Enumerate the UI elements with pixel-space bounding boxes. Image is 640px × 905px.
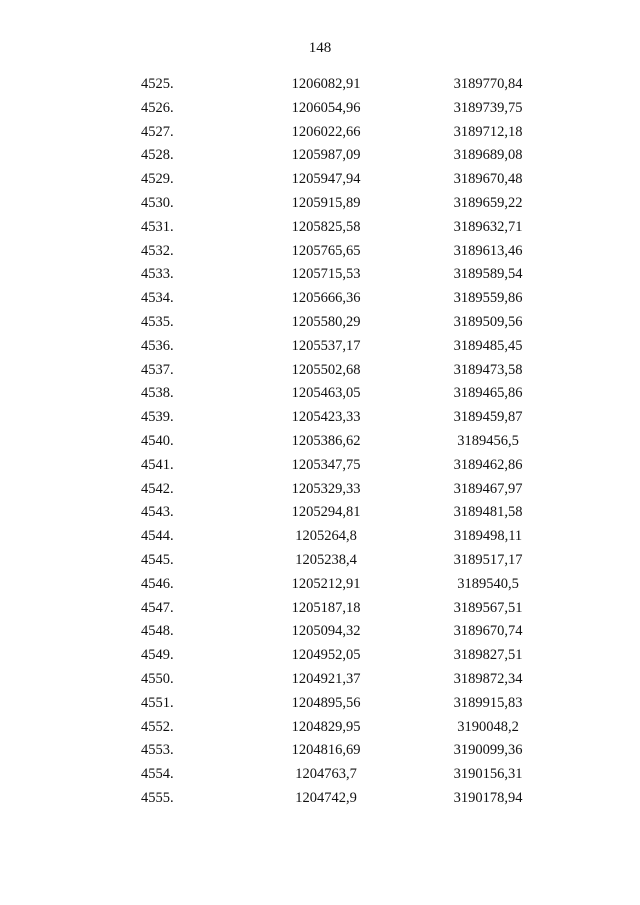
coordinate-x: 1205423,33: [291, 409, 361, 426]
point-number: 4529.: [141, 171, 174, 188]
table-row: [0, 597, 640, 621]
coordinate-x: 1204895,56: [291, 694, 361, 711]
coordinate-y: 3189659,22: [453, 194, 523, 211]
coordinate-y: 3189915,83: [453, 694, 523, 711]
point-number: 4553.: [141, 742, 174, 759]
point-number: 4547.: [141, 599, 174, 616]
table-row: [0, 73, 640, 97]
point-number: 4528.: [141, 147, 174, 164]
coordinate-x: 1206022,66: [291, 123, 361, 140]
point-number: 4533.: [141, 266, 174, 283]
coordinate-x: 1206054,96: [291, 99, 361, 116]
table-row: [0, 168, 640, 192]
coordinate-y: 3189689,08: [453, 147, 523, 164]
point-number: 4525.: [141, 76, 174, 92]
table-row: [0, 192, 640, 216]
table-row: [0, 359, 640, 383]
coordinate-x: 1205666,36: [291, 290, 361, 307]
point-number: 4527.: [141, 123, 174, 140]
table-row: [0, 263, 640, 287]
coordinate-x: 1205238,4: [295, 551, 357, 568]
coordinates-table: [0, 73, 640, 811]
page-number: 148: [308, 40, 332, 56]
coordinate-y: 3189485,45: [453, 337, 523, 354]
coordinate-y: 3190178,94: [453, 789, 523, 806]
table-row: [0, 121, 640, 145]
coordinate-x: 1205947,94: [291, 171, 361, 188]
coordinate-y: 3189670,74: [453, 623, 523, 640]
coordinate-y: 3189770,84: [453, 76, 523, 92]
point-number: 4534.: [141, 290, 174, 307]
point-number: 4537.: [141, 361, 174, 378]
coordinate-y: 3189498,11: [453, 528, 523, 545]
coordinate-y: 3189632,71: [453, 218, 523, 235]
coordinate-x: 1205264,8: [295, 528, 357, 545]
coordinate-x: 1204829,95: [291, 718, 361, 735]
table-row: [0, 216, 640, 240]
coordinate-y: 3190156,31: [453, 766, 523, 783]
point-number: 4535.: [141, 313, 174, 330]
table-row: [0, 668, 640, 692]
table-row: [0, 382, 640, 406]
table-row: [0, 454, 640, 478]
table-row: [0, 240, 640, 264]
coordinate-y: 3189467,97: [453, 480, 523, 497]
point-number: 4530.: [141, 194, 174, 211]
coordinate-y: 3189456,5: [457, 432, 519, 449]
coordinate-x: 1205987,09: [291, 147, 361, 164]
table-row: [0, 335, 640, 359]
coordinate-y: 3189559,86: [453, 290, 523, 307]
table-row: [0, 716, 640, 740]
coordinate-y: 3189465,86: [453, 385, 523, 402]
table-row: [0, 763, 640, 787]
table-row: [0, 287, 640, 311]
point-number: 4532.: [141, 242, 174, 259]
coordinate-x: 1204921,37: [291, 670, 361, 687]
coordinate-y: 3189670,48: [453, 171, 523, 188]
coordinate-y: 3189509,56: [453, 313, 523, 330]
coordinate-x: 1205329,33: [291, 480, 361, 497]
coordinate-x: 1206082,91: [291, 76, 361, 92]
coordinate-y: 3189473,58: [453, 361, 523, 378]
table-row: [0, 311, 640, 335]
point-number: 4548.: [141, 623, 174, 640]
point-number: 4543.: [141, 504, 174, 521]
coordinate-x: 1204952,05: [291, 647, 361, 664]
coordinate-y: 3189739,75: [453, 99, 523, 116]
table-row: [0, 97, 640, 121]
coordinate-x: 1205502,68: [291, 361, 361, 378]
point-number: 4545.: [141, 551, 174, 568]
coordinate-x: 1205294,81: [291, 504, 361, 521]
point-number: 4542.: [141, 480, 174, 497]
coordinate-y: 3190048,2: [457, 718, 519, 735]
point-number: 4531.: [141, 218, 174, 235]
point-number: 4544.: [141, 528, 174, 545]
point-number: 4526.: [141, 99, 174, 116]
table-row: [0, 430, 640, 454]
table-row: [0, 478, 640, 502]
point-number: 4554.: [141, 766, 174, 783]
point-number: 4538.: [141, 385, 174, 402]
coordinate-x: 1205537,17: [291, 337, 361, 354]
coordinate-x: 1205212,91: [291, 575, 361, 592]
coordinate-y: 3189462,86: [453, 456, 523, 473]
coordinate-y: 3189540,5: [457, 575, 519, 592]
table-row: [0, 787, 640, 811]
coordinate-x: 1205715,53: [291, 266, 361, 283]
table-row: [0, 144, 640, 168]
table-row: [0, 620, 640, 644]
coordinate-y: 3189872,34: [453, 670, 523, 687]
table-row: [0, 501, 640, 525]
coordinate-x: 1205765,65: [291, 242, 361, 259]
table-row: [0, 739, 640, 763]
coordinate-x: 1204742,9: [295, 789, 357, 806]
point-number: 4552.: [141, 718, 174, 735]
coordinate-x: 1205187,18: [291, 599, 361, 616]
coordinate-y: 3189589,54: [453, 266, 523, 283]
coordinate-y: 3189567,51: [453, 599, 523, 616]
coordinate-y: 3189827,51: [453, 647, 523, 664]
coordinate-x: 1204763,7: [295, 766, 357, 783]
table-row: [0, 549, 640, 573]
coordinate-x: 1204816,69: [291, 742, 361, 759]
point-number: 4549.: [141, 647, 174, 664]
point-number: 4539.: [141, 409, 174, 426]
point-number: 4541.: [141, 456, 174, 473]
coordinate-x: 1205825,58: [291, 218, 361, 235]
coordinate-x: 1205386,62: [291, 432, 361, 449]
point-number: 4536.: [141, 337, 174, 354]
point-number: 4555.: [141, 789, 174, 806]
coordinate-x: 1205347,75: [291, 456, 361, 473]
point-number: 4546.: [141, 575, 174, 592]
coordinate-y: 3190099,36: [453, 742, 523, 759]
table-row: [0, 644, 640, 668]
table-row: [0, 525, 640, 549]
point-number: 4540.: [141, 432, 174, 449]
point-number: 4551.: [141, 694, 174, 711]
table-row: [0, 692, 640, 716]
table-row: [0, 573, 640, 597]
coordinate-x: 1205094,32: [291, 623, 361, 640]
coordinate-x: 1205580,29: [291, 313, 361, 330]
coordinate-y: 3189481,58: [453, 504, 523, 521]
coordinate-x: 1205915,89: [291, 194, 361, 211]
coordinate-y: 3189613,46: [453, 242, 523, 259]
point-number: 4550.: [141, 670, 174, 687]
coordinate-y: 3189517,17: [453, 551, 523, 568]
coordinate-y: 3189712,18: [453, 123, 523, 140]
coordinate-x: 1205463,05: [291, 385, 361, 402]
table-row: [0, 406, 640, 430]
coordinate-y: 3189459,87: [453, 409, 523, 426]
